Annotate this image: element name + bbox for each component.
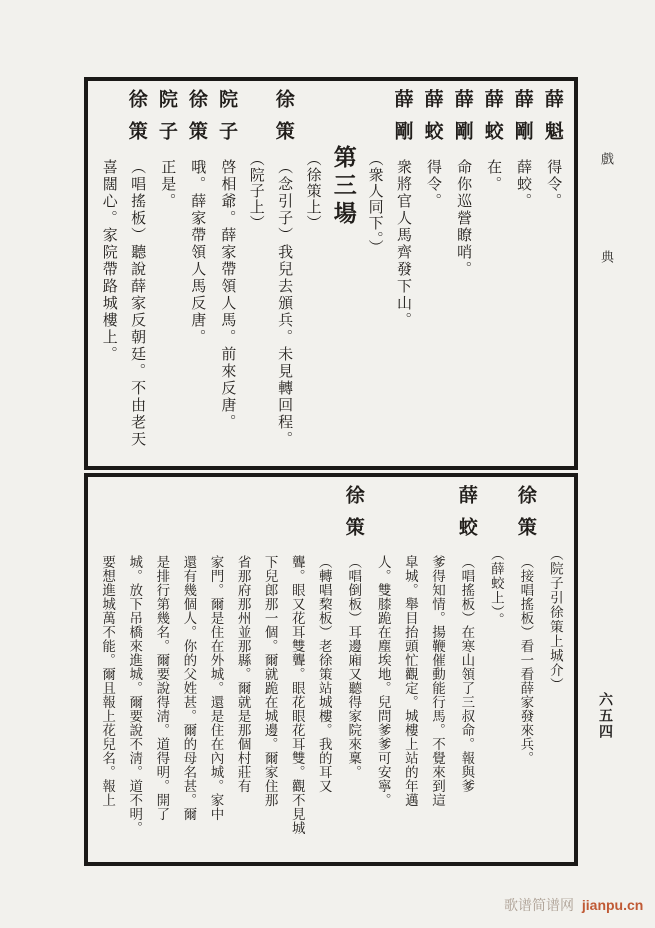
- stage-direction-text: （院子引徐策上城介）: [547, 547, 563, 692]
- speaker-name: 薛魁: [541, 89, 563, 153]
- speaker-name: 徐策: [342, 485, 364, 549]
- dialogue-column: [457, 485, 476, 854]
- dialogue-column: [513, 89, 532, 458]
- speaker-name: 徐策: [125, 89, 147, 153]
- script-panel-top: [84, 77, 578, 470]
- speaker-name: 院子: [155, 89, 177, 153]
- dialogue-column: [393, 89, 412, 458]
- speaker-name: 薛剛: [511, 89, 533, 153]
- script-line-text: 喜闊心。家院帶路城樓上。: [100, 159, 117, 363]
- script-line-text: 要想進城萬不能。爾且報上花兒名。報上: [100, 555, 116, 807]
- script-line-text: 是排行第幾名。爾要說得淸。道得明。開了: [154, 555, 170, 821]
- script-line-text: 命你巡營瞭哨。: [455, 159, 472, 278]
- script-line-text: 城。放下吊橋來進城。爾要說不淸。道不明。: [127, 555, 143, 835]
- stage-direction-column: [304, 89, 320, 458]
- script-line-text: （念引子）我兒去頒兵。未見轉回程。: [276, 159, 293, 448]
- stage-direction-text: （衆人同下。）: [366, 151, 383, 256]
- continuation-column: [181, 485, 195, 854]
- continuation-column: [430, 485, 444, 854]
- continuation-column: [403, 485, 417, 854]
- script-line-text: 薛蛟。: [515, 159, 532, 210]
- dialogue-column: [483, 89, 502, 458]
- dialogue-column: [423, 89, 442, 458]
- speaker-name: 薛剛: [451, 89, 473, 153]
- script-line-text: 哦。薛家帶領人馬反唐。: [189, 159, 206, 346]
- script-line-text: 衆將官人馬齊發下山。: [394, 159, 411, 329]
- scene-title-column: [331, 89, 355, 458]
- stage-direction-column: [489, 485, 503, 854]
- dialogue-column: [344, 485, 363, 854]
- speaker-name: 徐策: [185, 89, 207, 153]
- dialogue-column: [543, 89, 562, 458]
- dialogue-column: [274, 89, 293, 458]
- speaker-name: 薛蛟: [481, 89, 503, 153]
- watermark-site-url: jianpu.cn: [581, 897, 644, 913]
- speaker-name: 薛蛟: [421, 89, 443, 153]
- continuation-column: [376, 485, 390, 854]
- dialogue-column: [516, 485, 535, 854]
- script-line-text: （唱搖板）聽說薛家反朝廷。不由老天: [129, 159, 146, 448]
- dialogue-column: [217, 89, 236, 458]
- stage-direction-column: [548, 485, 562, 854]
- continuation-column: [154, 485, 168, 854]
- continuation-column: [127, 485, 141, 854]
- script-line-text: 啓相爺。薛家帶領人馬。前來反唐。: [219, 159, 236, 431]
- continuation-column: [262, 485, 276, 854]
- script-line-text: （唱搖板）在寒山領了三叔命。報與爹: [459, 555, 475, 793]
- script-line-text: （唱倒板）耳邊廂又聽得家院來稟。: [346, 555, 362, 779]
- script-line-text: 爹得知情。揚鞭催動能行馬。不覺來到這: [429, 555, 445, 807]
- script-line-text: （接唱搖板）看一看薛家發來兵。: [518, 555, 534, 765]
- continuation-column: [290, 485, 304, 854]
- speaker-name: 院子: [215, 89, 237, 153]
- script-panel-bottom: [84, 473, 578, 866]
- script-line-text: 得令。: [545, 159, 562, 210]
- speaker-name: 徐策: [514, 485, 536, 549]
- stage-direction-column: [247, 89, 263, 458]
- book-title-margin: 戲典: [599, 152, 614, 348]
- script-line-text: 家門。爾是住在外城。還是住在內城。家中: [208, 555, 224, 821]
- script-line-text: 正是。: [159, 159, 176, 210]
- script-line-text: 皐城。舉目抬頭忙觀定。城樓上站的年邁: [402, 555, 418, 807]
- script-line-text: 得令。: [425, 159, 442, 210]
- speaker-name: 薛蛟: [455, 485, 477, 549]
- scene-title-text: 第三場: [330, 145, 356, 229]
- script-line-text: 人。雙膝跪在塵埃地。兒問爹爹可安寧。: [375, 555, 391, 807]
- dialogue-column: [127, 89, 146, 458]
- speaker-name: 徐策: [272, 89, 294, 153]
- script-line-text: （轉唱棃板）老徐策站城樓。我的耳又: [316, 555, 332, 793]
- watermark: [504, 895, 643, 915]
- script-line-text: 省那府那州並那縣。爾就是那個村莊有: [235, 555, 251, 793]
- continuation-column: [208, 485, 222, 854]
- dialogue-column: [453, 89, 472, 458]
- continuation-column: [235, 485, 249, 854]
- watermark-site-name: 歌谱简谱网: [504, 897, 574, 913]
- dialogue-column: [157, 89, 176, 458]
- stage-direction-text: （院子上）: [247, 151, 264, 231]
- script-line-text: 下兒郎那一個。爾就跪在城邊。爾家住那: [262, 555, 278, 807]
- stage-direction-text: （徐策上）: [304, 151, 321, 231]
- speaker-name: 薛剛: [391, 89, 413, 153]
- script-line-text: 還有幾個人。你的父姓甚。爾的母名甚。爾: [181, 555, 197, 821]
- stage-direction-text: （薛蛟上）。: [488, 547, 504, 628]
- continuation-column: [100, 485, 114, 854]
- page-number: 六五四: [597, 692, 612, 740]
- continuation-column: [317, 485, 331, 854]
- stage-direction-column: [366, 89, 382, 458]
- script-line-text: 聾。眼又花耳雙聾。眼花眼花耳雙。觀不見城: [289, 555, 305, 835]
- continuation-column: [100, 89, 116, 458]
- dialogue-column: [187, 89, 206, 458]
- script-line-text: 在。: [485, 159, 502, 193]
